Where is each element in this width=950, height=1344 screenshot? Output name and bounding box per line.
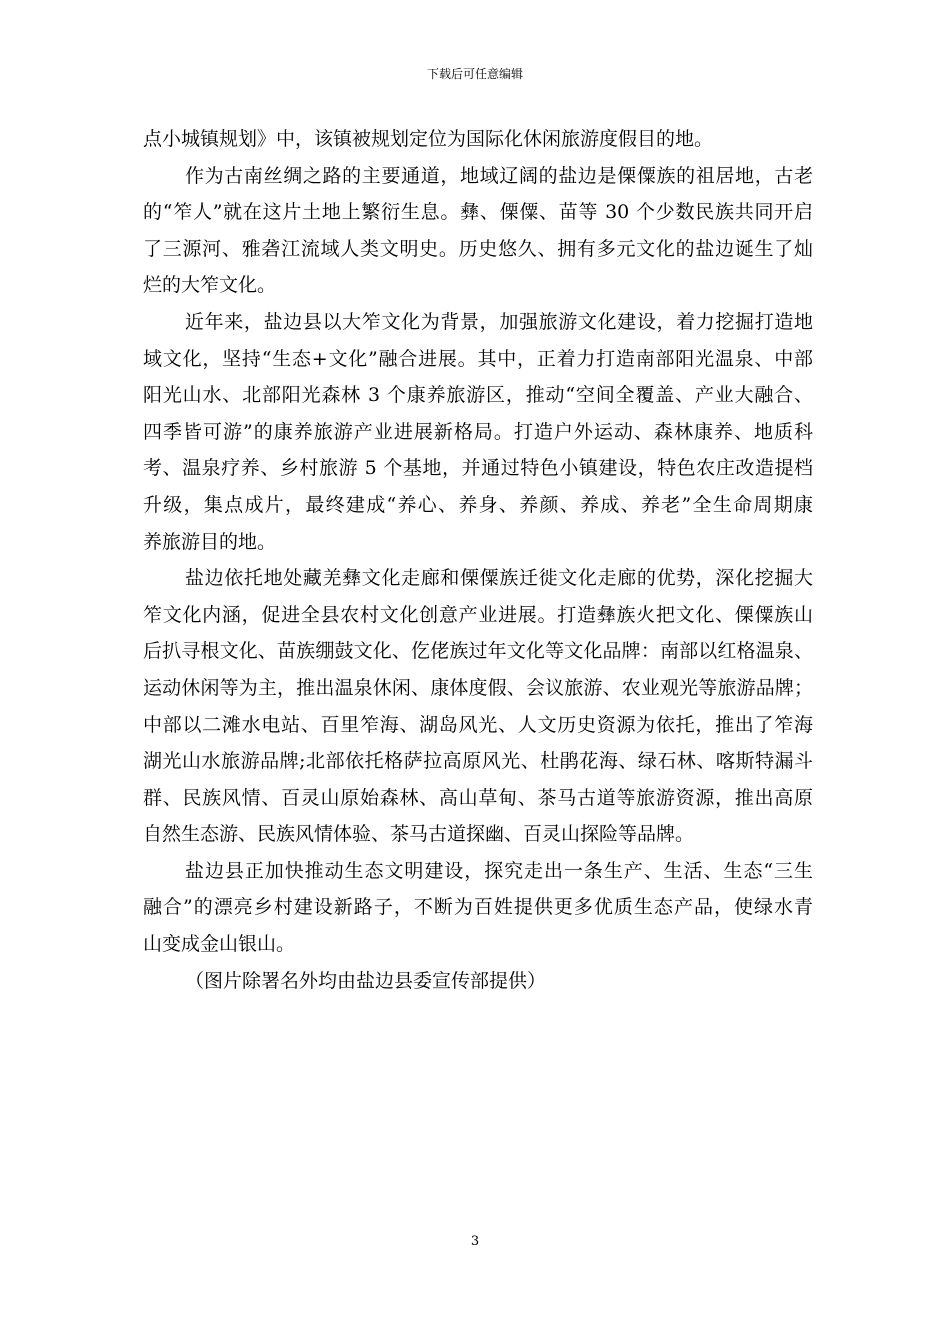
text-line: 融合”的漂亮乡村建设新路子，不断为百姓提供更多优质生态产品，使绿水青 (143, 896, 813, 919)
text-line: 盐边县正加快推动生态文明建设，探究走出一条生产、生活、生态“三生 (185, 859, 813, 882)
document-body (143, 121, 813, 999)
text-line: 烂的大笮文化。 (143, 274, 277, 297)
text-line: 升级，集点成片，最终建成“养心、养身、养颜、养成、养老”全生命周期康 (143, 493, 813, 516)
text-line: 运动休闲等为主，推出温泉休闲、康体度假、会议旅游、农业观光等旅游品牌； (143, 676, 813, 699)
text-line: 山变成金山银山。 (143, 933, 296, 956)
page-header: 下载后可任意编辑 (426, 67, 523, 81)
page-number: 3 (470, 1234, 480, 1249)
text-line: 自然生态游、民族风情体验、茶马古道探幽、百灵山探险等品牌。 (143, 823, 695, 846)
text-line: 群、民族风情、百灵山原始森林、高山草甸、茶马古道等旅游资源，推出高原 (143, 786, 813, 809)
text-line: 考、温泉疗养、乡村旅游 5 个基地，并通过特色小镇建设，特色农庄改造提档 (143, 457, 813, 480)
text-line: 四季皆可游”的康养旅游产业进展新格局。打造户外运动、森林康养、地质科 (143, 420, 813, 443)
text-line: 了三源河、雅砻江流域人类文明史。历史悠久、拥有多元文化的盐边诞生了灿 (143, 237, 813, 260)
text-line: 后扒寻根文化、苗族绷鼓文化、仡佬族过年文化等文化品牌：南部以红格温泉、 (143, 640, 813, 663)
text-line: 的“笮人”就在这片土地上繁衍生息。彝、傈僳、苗等 30 个少数民族共同开启 (143, 201, 813, 224)
text-line: 域文化，坚持“生态+文化”融合进展。其中，正着力打造南部阳光温泉、中部 (143, 347, 813, 370)
text-line: （图片除署名外均由盐边县委宣传部提供） (185, 969, 547, 992)
text-line: 阳光山水、北部阳光森林 3 个康养旅游区，推动“空间全覆盖、产业大融合、 (143, 384, 813, 407)
text-line: 笮文化内涵，促进全县农村文化创意产业进展。打造彝族火把文化、傈僳族山 (143, 603, 813, 626)
text-line: 中部以二滩水电站、百里笮海、湖岛风光、人文历史资源为依托，推出了笮海 (143, 713, 813, 736)
text-line: 盐边依托地处藏羌彝文化走廊和傈僳族迁徙文化走廊的优势，深化挖掘大 (185, 567, 813, 590)
text-line: 作为古南丝绸之路的主要通道，地域辽阔的盐边是傈僳族的祖居地，古老 (185, 164, 813, 187)
text-line: 养旅游目的地。 (143, 530, 277, 553)
text-line: 近年来，盐边县以大笮文化为背景，加强旅游文化建设，着力挖掘打造地 (185, 310, 813, 333)
text-line: 湖光山水旅游品牌;北部依托格萨拉高原风光、杜鹃花海、绿石林、喀斯特漏斗 (143, 750, 813, 773)
text-line: 点小城镇规划》中，该镇被规划定位为国际化休闲旅游度假目的地。 (143, 128, 714, 150)
